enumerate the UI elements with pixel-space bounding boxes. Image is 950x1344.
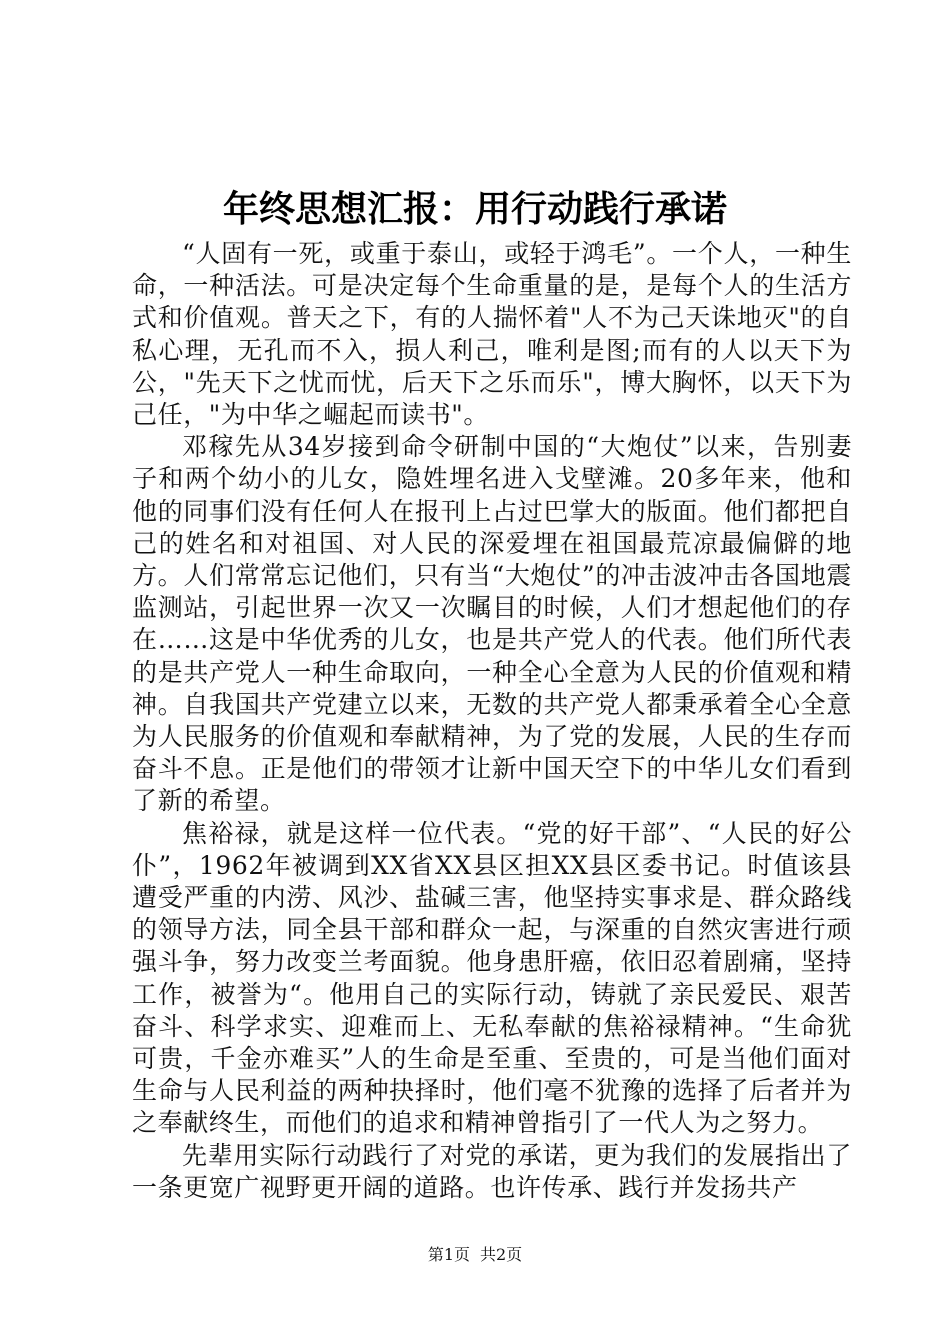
page-footer: [0, 1244, 950, 1266]
document-title: 年终思想汇报：用行动践行承诺: [222, 189, 727, 230]
paragraph: “人固有一死，或重于泰山，或轻于鸿毛”。一个人，一种生命，一种活法。可是决定每个生命重量的是，是每个人的生活方式和价值观。普天之下，有的人揣怀着"人不为己天诛地灭"的自私心理，无孔而不入，损人利己，唯利是图;而有的人以天下为公，"先天下之忧而忧，后天下之乐而乐"，博大胸怀，以天下为己任，"为中华之崛起而读书"。: [132, 239, 852, 430]
paragraph: 先辈用实际行动践行了对党的承诺，更为我们的发展指出了一条更宽广视野更开阔的道路。也许传承、践行并发扬共产: [132, 1140, 852, 1202]
document-body: [132, 238, 852, 1204]
paragraph: 焦裕禄，就是这样一位代表。“党的好干部”、“人民的好公仆”，1962年被调到XX省XX县区担XX县区委书记。时值该县遭受严重的内涝、风沙、盐碱三害，他坚持实事求是、群众路线的领导方法，同全县干部和群众一起，与深重的自然灾害进行顽强斗争，努力改变兰考面貌。他身患肝癌，依旧忍着剧痛，坚持工作，被誉为“。他用自己的实际行动，铸就了亲民爱民、艰苦奋斗、科学求实、迎难而上、无私奉献的焦裕禄精神。“生命犹可贵，千金亦难买”人的生命是至重、至贵的，可是当他们面对生命与人民利益的两种抉择时，他们毫不犹豫的选择了后者并为之奉献终生，而他们的追求和精神曾指引了一代人为之努力。: [132, 818, 852, 1138]
page-number: 第1页: [427, 1245, 470, 1264]
paragraph: 邓稼先从34岁接到命令研制中国的“大炮仗”以来，告别妻子和两个幼小的儿女，隐姓埋名进入戈壁滩。20多年来，他和他的同事们没有任何人在报刊上占过巴掌大的版面。他们都把自己的姓名和对祖国、对人民的深爱埋在祖国最荒凉最偏僻的地方。人们常常忘记他们，只有当“大炮仗”的冲击波冲击各国地震监测站，引起世界一次又一次瞩目的时候，人们才想起他们的存在……这是中华优秀的儿女，也是共产党人的代表。他们所代表的是共产党人一种生命取向，一种全心全意为人民的价值观和精神。自我国共产党建立以来，无数的共产党人都秉承着全心全意为人民服务的价值观和奉献精神，为了党的发展，人民的生存而奋斗不息。正是他们的带领才让新中国天空下的中华儿女们看到了新的希望。: [132, 432, 852, 816]
page-total: 共2页: [480, 1245, 523, 1264]
